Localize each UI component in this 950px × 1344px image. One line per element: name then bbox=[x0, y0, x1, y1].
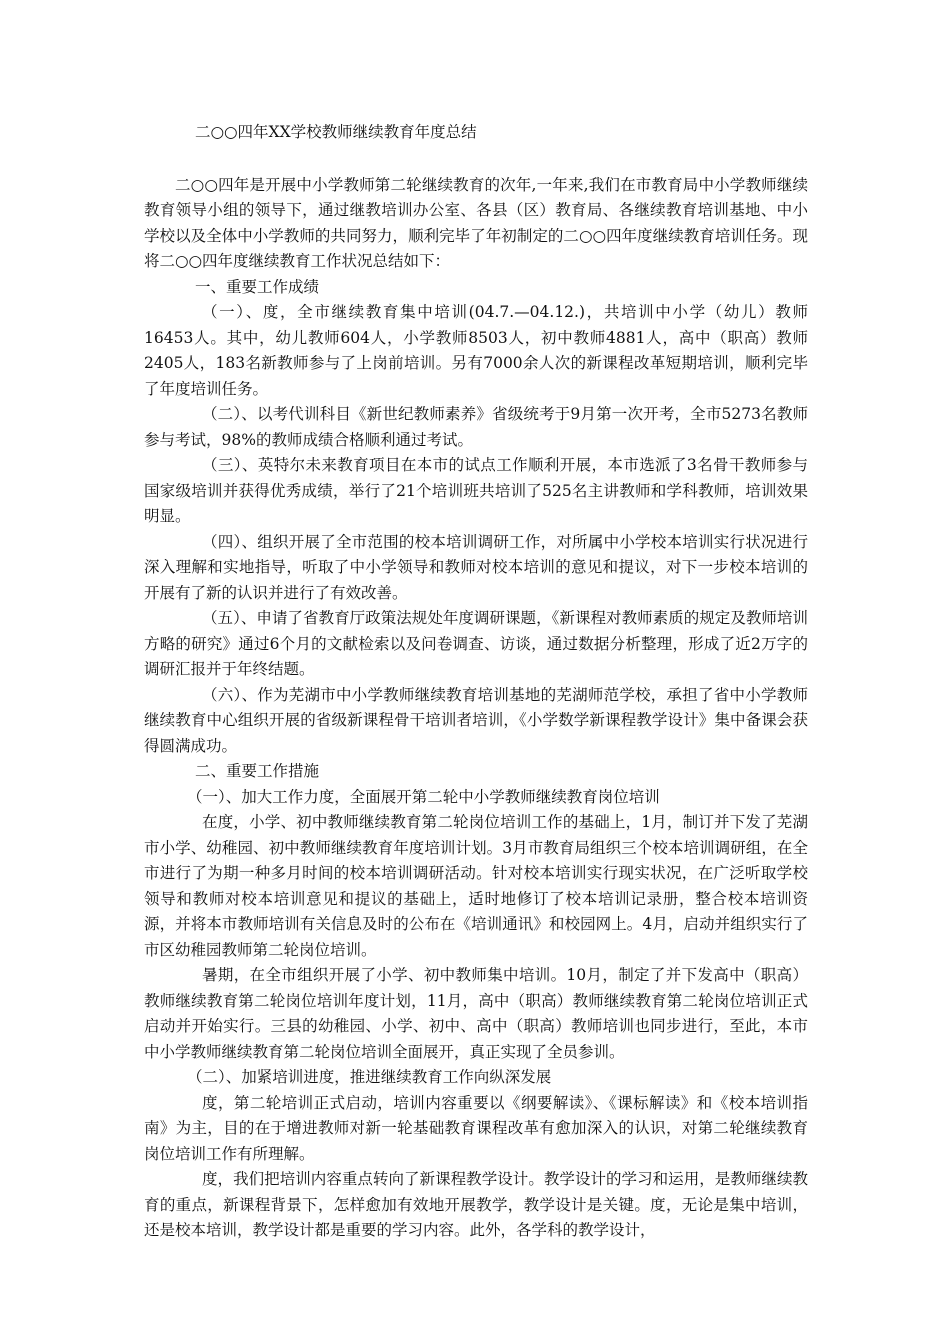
achievement-item-1: （一）、度，全市继续教育集中培训(04.7.—04.12.)，共培训中小学（幼儿）教师16453人。其中，幼儿教师604人，小学教师8503人，初中教师4881人，高中（职高）教师2405人，183名新教师参与了上岗前培训。另有7000余人次的新课程改革短期培训，顺利完毕了年度培训任务。 bbox=[144, 303, 808, 398]
achievement-item-4: （四）、组织开展了全市范围的校本培训调研工作，对所属中小学校本培训实行状况进行深入理解和实地指导，听取了中小学领导和教师对校本培训的意见和提议，对下一步校本培训的开展有了新的认识并进行了有效改善。 bbox=[144, 532, 808, 602]
document-title: 二○○四年XX学校教师继续教育年度总结 bbox=[195, 123, 477, 141]
achievement-item-5: （五）、申请了省教育厅政策法规处年度调研课题，《新课程对教师素质的规定及教师培训方略的研究》通过6个月的文献检索以及问卷调查、访谈，通过数据分析整理，形成了近2万字的调研汇报并于年终结题。 bbox=[144, 609, 808, 678]
intro-paragraph: 二○○四年是开展中小学教师第二轮继续教育的次年,一年来,我们在市教育局中小学教师继续教育领导小组的领导下，通过继教培训办公室、各县（区）教育局、各继续教育培训基地、中小学校以及全体中小学教师的共同努力，顺利完毕了年初制定的二○○四年度继续教育培训任务。现将二○○四年度继续教育工作状况总结如下： bbox=[144, 175, 808, 270]
section-heading-measures: 二、重要工作措施 bbox=[195, 762, 320, 780]
document-body bbox=[144, 120, 808, 1244]
measure-1-paragraph-1: 在度，小学、初中教师继续教育第二轮岗位培训工作的基础上，1月，制订并下发了芜湖市小学、幼稚园、初中教师继续教育年度培训计划。3月市教育局组织三个校本培训调研组，在全市进行了为期一种多月时间的校本培训调研活动。针对校本培训实行现实状况，在广泛听取学校领导和教师对校本培训意见和提议的基础上，适时地修订了校本培训记录册，整合校本培训资源，并将本市教师培训有关信息及时的公布在《培训通讯》和校园网上。4月，启动并组织实行了市区幼稚园教师第二轮岗位培训。 bbox=[144, 813, 808, 959]
achievement-item-3: （三）、英特尔未来教育项目在本市的试点工作顺利开展，本市选派了3名骨干教师参与国家级培训并获得优秀成绩，举行了21个培训班共培训了525名主讲教师和学科教师，培训效果明显。 bbox=[144, 456, 808, 525]
measure-1-paragraph-2: 暑期，在全市组织开展了小学、初中教师集中培训。10月，制定了并下发高中（职高）教师继续教育第二轮岗位培训年度计划，11月，高中（职高）教师继续教育第二轮岗位培训正式启动并开始实行。三县的幼稚园、小学、初中、高中（职高）教师培训也同步进行，至此，本市中小学教师继续教育第二轮岗位培训全面展开，真正实现了全员参训。 bbox=[144, 966, 808, 1061]
measure-2-paragraph-2: 度，我们把培训内容重点转向了新课程教学设计。教学设计的学习和运用，是教师继续教育的重点，新课程背景下，怎样愈加有效地开展教学，教学设计是关键。度，无论是集中培训，还是校本培训，教学设计都是重要的学习内容。此外，各学科的教学设计， bbox=[144, 1170, 808, 1239]
measure-2-paragraph-1: 度，第二轮培训正式启动，培训内容重要以《纲要解读》、《课标解读》和《校本培训指南》为主，目的在于增进教师对新一轮基础教育课程改革有愈加深入的认识，对第二轮继续教育岗位培训工作有所理解。 bbox=[144, 1093, 808, 1163]
measure-subheading-2: （二）、加紧培训进度，推进继续教育工作向纵深发展 bbox=[187, 1068, 552, 1086]
measure-subheading-1: （一）、加大工作力度，全面展开第二轮中小学教师继续教育岗位培训 bbox=[187, 787, 660, 806]
achievement-item-6: （六）、作为芜湖市中小学教师继续教育培训基地的芜湖师范学校，承担了省中小学教师继续教育中心组织开展的省级新课程骨干培训者培训，《小学数学新课程教学设计》集中备课会获得圆满成功。 bbox=[144, 685, 808, 755]
section-heading-achievements: 一、重要工作成绩 bbox=[195, 277, 320, 296]
achievement-item-2: （二）、以考代训科目《新世纪教师素养》省级统考于9月第一次开考，全市5273名教师参与考试，98%的教师成绩合格顺利通过考试。 bbox=[144, 405, 808, 449]
